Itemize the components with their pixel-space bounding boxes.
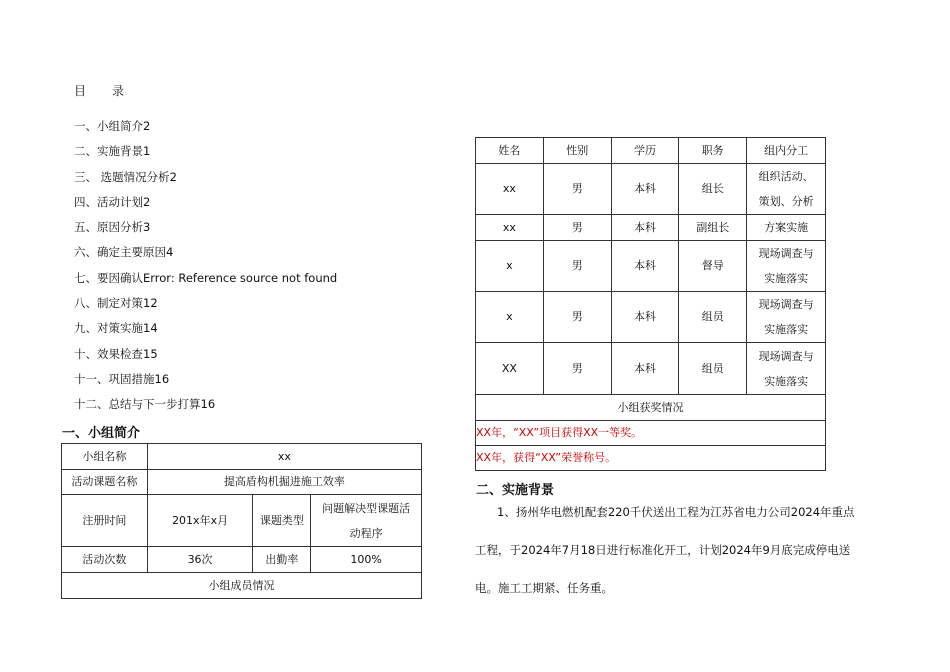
header-gender: 性别 xyxy=(543,138,611,164)
attendance-label: 出勤率 xyxy=(253,547,311,573)
member-name: XX xyxy=(476,343,544,395)
member-name: x xyxy=(476,292,544,343)
toc-title xyxy=(74,82,124,99)
member-duty-line: 现场调查与 xyxy=(758,298,814,311)
award-item: XX年，获得“XX”荣誉称号。 xyxy=(476,446,826,471)
table-row xyxy=(476,164,826,215)
activity-count-value: 36次 xyxy=(147,547,253,573)
table-row xyxy=(476,241,826,292)
member-edu: 本科 xyxy=(611,215,679,241)
topic-type-line-2: 动程序 xyxy=(349,526,383,540)
member-duty xyxy=(747,241,826,292)
award-item: XX年，“XX”项目获得XX一等奖。 xyxy=(476,421,826,446)
member-edu: 本科 xyxy=(611,343,679,395)
member-title: 督导 xyxy=(679,241,747,292)
member-name: xx xyxy=(476,215,544,241)
member-edu: 本科 xyxy=(611,241,679,292)
awards-label: 小组获奖情况 xyxy=(476,395,826,421)
member-title: 副组长 xyxy=(679,215,747,241)
toc-item[interactable]: 十一、巩固措施16 xyxy=(74,371,170,386)
table-row xyxy=(476,215,826,241)
group-name-value: xx xyxy=(147,444,421,470)
toc-item[interactable]: 九、对策实施14 xyxy=(74,321,158,336)
group-name-label: 小组名称 xyxy=(62,444,148,470)
member-duty-line: 实施落实 xyxy=(764,374,809,388)
member-duty-line: 现场调查与 xyxy=(758,349,814,363)
member-duty xyxy=(747,292,826,343)
background-paragraph-line: 电。施工工期紧、任务重。 xyxy=(475,581,613,595)
table-of-contents xyxy=(74,116,337,420)
toc-item[interactable]: 十、效果检查15 xyxy=(74,346,158,361)
section-heading-group-intro: 一、小组简介 xyxy=(62,426,141,441)
topic-type-label: 课题类型 xyxy=(253,495,311,547)
member-duty xyxy=(747,343,826,395)
member-title: 组员 xyxy=(679,292,747,343)
topic-value: 提高盾构机掘进施工效率 xyxy=(147,470,421,495)
member-duty-line: 组织活动、 xyxy=(758,170,814,183)
member-duty-line: 实施落实 xyxy=(764,323,809,336)
header-name: 姓名 xyxy=(476,138,544,164)
member-title: 组员 xyxy=(679,343,747,395)
table-row xyxy=(476,343,826,395)
toc-item[interactable]: 七、要因确认Error: Reference source not found xyxy=(74,270,338,285)
member-gender: 男 xyxy=(543,241,611,292)
toc-title-char-2: 录 xyxy=(112,84,125,98)
header-title: 职务 xyxy=(679,138,747,164)
toc-item[interactable]: 一、小组简介2 xyxy=(74,119,151,133)
member-gender: 男 xyxy=(543,343,611,395)
reg-time-label: 注册时间 xyxy=(62,495,148,547)
background-paragraph-line: 1、扬州华电燃机配套220千伏送出工程为江苏省电力公司2024年重点 xyxy=(497,505,855,519)
member-gender: 男 xyxy=(543,164,611,215)
member-name: xx xyxy=(476,164,544,215)
member-duty-line: 实施落实 xyxy=(764,272,809,285)
members-section-label: 小组成员情况 xyxy=(62,573,422,599)
activity-count-label: 活动次数 xyxy=(62,547,148,573)
attendance-value: 100% xyxy=(311,547,422,573)
section-heading-background: 二、实施背景 xyxy=(476,483,555,498)
member-edu: 本科 xyxy=(611,164,679,215)
reg-time-value: 201x年x月 xyxy=(147,495,253,547)
member-duty-line: 策划、分析 xyxy=(758,195,814,208)
member-duty: 方案实施 xyxy=(747,215,826,241)
toc-item[interactable]: 五、原因分析3 xyxy=(74,220,151,235)
member-gender: 男 xyxy=(543,215,611,241)
members-table xyxy=(475,137,826,471)
toc-item[interactable]: 十二、总结与下一步打算16 xyxy=(74,397,216,412)
member-gender: 男 xyxy=(543,292,611,343)
table-row xyxy=(476,292,826,343)
toc-title-char-1: 目 xyxy=(74,84,87,98)
member-name: x xyxy=(476,241,544,292)
member-title: 组长 xyxy=(679,164,747,215)
member-duty-line: 现场调查与 xyxy=(758,247,814,260)
topic-type-value xyxy=(311,495,422,547)
topic-label: 活动课题名称 xyxy=(62,470,148,495)
group-info-table xyxy=(61,443,422,599)
toc-item[interactable]: 三、 选题情况分析2 xyxy=(74,169,177,184)
toc-item[interactable]: 六、确定主要原因4 xyxy=(74,245,174,260)
toc-item[interactable]: 四、活动计划2 xyxy=(74,194,151,209)
background-paragraph-line: 工程，于2024年7月18日进行标准化开工，计划2024年9月底完成停电送 xyxy=(475,543,851,557)
topic-type-line-1: 问题解决型课题活 xyxy=(322,501,411,515)
toc-item[interactable]: 八、制定对策12 xyxy=(74,296,158,311)
member-duty xyxy=(747,164,826,215)
member-edu: 本科 xyxy=(611,292,679,343)
header-education: 学历 xyxy=(611,138,679,164)
header-duty: 组内分工 xyxy=(747,138,826,164)
toc-item[interactable]: 二、实施背景1 xyxy=(74,144,151,159)
